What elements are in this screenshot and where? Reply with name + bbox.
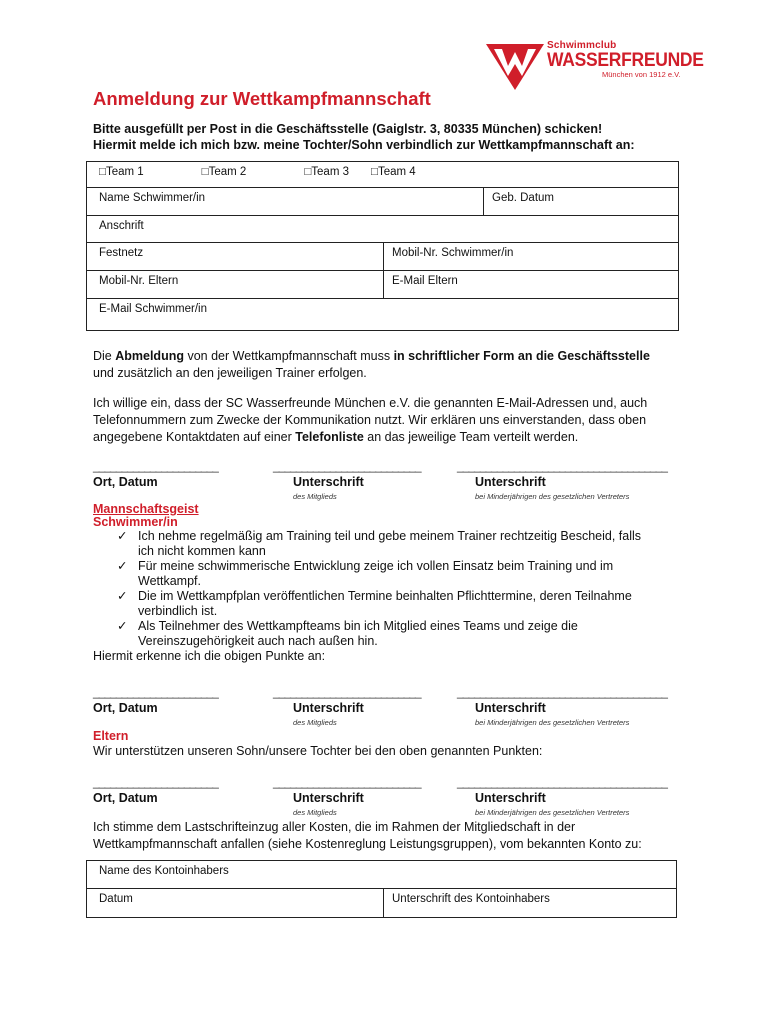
bank-account-form — [86, 860, 677, 918]
sig-label-guardian: Unterschrift — [475, 701, 546, 715]
holder-signature-label: Unterschrift des Kontoinhabers — [392, 893, 550, 905]
consent-line-1: Ich willige ein, dass der SC Wasserfreunde München e.V. die genannten E-Mail-Adressen und, auch — [93, 396, 648, 410]
acknowledge-text: Hiermit erkenne ich die obigen Punkte an: — [93, 649, 326, 663]
sig-label-member: Unterschrift — [293, 475, 364, 489]
cancellation-notice — [93, 348, 683, 382]
cancellation-text-2: von der Wettkampfmannschaft muss — [183, 349, 394, 363]
consent-line-3a: angegebene Kontaktdaten auf einer — [93, 430, 296, 444]
item-2-line-1: Für meine schwimmerische Entwicklung zeige ich vollen Einsatz beim Training und im — [138, 559, 614, 573]
email-parents-label: E-Mail Eltern — [392, 275, 458, 287]
email-swimmer-label: E-Mail Schwimmer/in — [99, 303, 207, 315]
sig-line-guardian: _____________________________________ — [457, 685, 667, 699]
account-holder-field[interactable] — [87, 861, 676, 888]
logo-city: München von 1912 e.V. — [602, 70, 681, 79]
address-row — [87, 216, 678, 243]
sig-sub-member: des Mitglieds — [293, 492, 337, 501]
sig-sub-member: des Mitglieds — [293, 808, 337, 817]
consent-line-3c: an das jeweilige Team verteilt werden. — [363, 430, 579, 444]
sig-line-member: __________________________ — [273, 685, 421, 699]
consent-paragraph — [93, 395, 683, 446]
checkmark-icon: ✓ — [117, 619, 128, 633]
sig-label-member: Unterschrift — [293, 701, 364, 715]
cancellation-bold-2: in schriftlicher Form an die Geschäftsstelle — [393, 349, 650, 363]
email-swimmer-row — [87, 299, 678, 330]
item-1-line-1: Ich nehme regelmäßig am Training teil und gebe meinem Trainer rechtzeitig Bescheid, falls — [138, 529, 642, 543]
team-3-checkbox[interactable]: □Team 3 — [304, 166, 350, 178]
landline-field[interactable] — [87, 243, 383, 270]
intro-text — [93, 121, 635, 153]
holder-signature-field[interactable] — [383, 889, 676, 917]
sig-label-place-date: Ort, Datum — [93, 701, 158, 715]
cancellation-text-1: Die — [93, 349, 116, 363]
mobile-parents-label: Mobil-Nr. Eltern — [99, 275, 179, 287]
parents-heading: Eltern — [93, 729, 129, 743]
team-spirit-list — [93, 529, 683, 649]
item-4-line-2: Vereinszugehörigkeit auch nach außen hin. — [138, 634, 378, 648]
sig-line-place-date: ______________________ — [93, 775, 218, 789]
sig-sub-guardian: bei Minderjährigen des gesetzlichen Vertreters — [475, 808, 630, 817]
sig-sub-guardian: bei Minderjährigen des gesetzlichen Vertreters — [475, 718, 630, 727]
debit-line-2: Wettkampfmannschaft anfallen (siehe Kostenreglung Leistungsgruppen), vom bekannten Konto zu: — [93, 837, 642, 851]
address-field[interactable] — [87, 216, 678, 242]
list-item — [93, 589, 683, 619]
dob-label: Geb. Datum — [492, 192, 554, 204]
account-holder-row — [87, 861, 676, 889]
consent-phonelist-bold: Telefonliste — [295, 430, 364, 444]
intro-line-2: Hiermit melde ich mich bzw. meine Tochter/Sohn verbindlich zur Wettkampfmannschaft an: — [93, 138, 635, 152]
item-3-line-1: Die im Wettkampfplan veröffentlichen Termine beinhalten Pflichttermine, deren Teilnahme — [138, 589, 632, 603]
sig-sub-member: des Mitglieds — [293, 718, 337, 727]
mobile-parents-field[interactable] — [87, 271, 383, 298]
checkmark-icon: ✓ — [117, 529, 128, 543]
logo-w-mark-icon — [486, 40, 544, 90]
club-logo — [486, 40, 704, 90]
item-1-line-2: ich nicht kommen kann — [138, 544, 266, 558]
page-title: Anmeldung zur Wettkampfmannschaft — [93, 88, 431, 109]
cancellation-text-3: und zusätzlich an den jeweiligen Trainer erfolgen. — [93, 366, 367, 380]
parents-section — [93, 729, 683, 759]
debit-date-row — [87, 889, 676, 917]
checkmark-icon: ✓ — [117, 589, 128, 603]
debit-date-label: Datum — [99, 893, 133, 905]
sig-line-guardian: _____________________________________ — [457, 459, 667, 473]
swimmer-name-label: Name Schwimmer/in — [99, 192, 206, 204]
parents-contact-row — [87, 271, 678, 299]
sig-line-member: __________________________ — [273, 775, 421, 789]
mobile-swimmer-field[interactable] — [383, 243, 678, 270]
name-row — [87, 188, 678, 216]
team-spirit-section — [93, 502, 683, 664]
team-4-checkbox[interactable]: □Team 4 — [371, 166, 416, 178]
item-4-line-1: Als Teilnehmer des Wettkampfteams bin ich Mitglied eines Teams und zeige die — [138, 619, 578, 633]
sig-sub-guardian: bei Minderjährigen des gesetzlichen Vertreters — [475, 492, 630, 501]
team-1-checkbox[interactable]: □Team 1 — [99, 166, 144, 178]
sig-label-place-date: Ort, Datum — [93, 475, 158, 489]
sig-label-member: Unterschrift — [293, 791, 364, 805]
sig-label-guardian: Unterschrift — [475, 791, 546, 805]
item-2-line-2: Wettkampf. — [138, 574, 201, 588]
debit-date-field[interactable] — [87, 889, 383, 917]
sig-line-place-date: ______________________ — [93, 459, 218, 473]
landline-label: Festnetz — [99, 247, 144, 259]
account-holder-label: Name des Kontoinhabers — [99, 865, 229, 877]
logo-club-label: Schwimmclub — [547, 40, 617, 51]
list-item — [93, 619, 683, 649]
intro-line-1: Bitte ausgefüllt per Post in die Geschäftsstelle (Gaiglstr. 3, 80335 München) schicken! — [93, 122, 603, 136]
consent-line-2: Telefonnummern zum Zwecke der Kommunikation nutzt. Wir erklären uns einverstanden, dass oben — [93, 413, 647, 427]
sig-label-guardian: Unterschrift — [475, 475, 546, 489]
swimmer-name-field[interactable] — [87, 188, 483, 215]
parents-text: Wir unterstützen unseren Sohn/unsere Tochter bei den oben genannten Punkten: — [93, 744, 543, 758]
team-2-checkbox[interactable]: □Team 2 — [201, 166, 247, 178]
sig-label-place-date: Ort, Datum — [93, 791, 158, 805]
item-3-line-2: verbindlich ist. — [138, 604, 218, 618]
email-swimmer-field[interactable] — [87, 299, 678, 330]
email-parents-field[interactable] — [383, 271, 678, 298]
logo-name: WASSERFREUNDE — [547, 50, 704, 71]
phone-row — [87, 243, 678, 271]
list-item — [93, 559, 683, 589]
mobile-swimmer-label: Mobil-Nr. Schwimmer/in — [392, 247, 514, 259]
address-label: Anschrift — [99, 220, 144, 232]
registration-form — [86, 161, 679, 331]
checkmark-icon: ✓ — [117, 559, 128, 573]
dob-field[interactable] — [483, 188, 678, 215]
direct-debit-text — [93, 819, 683, 853]
sig-line-place-date: ______________________ — [93, 685, 218, 699]
cancellation-bold-1: Abmeldung — [115, 349, 184, 363]
team-spirit-heading: Mannschaftsgeist — [93, 502, 199, 516]
team-selection-row — [87, 162, 678, 188]
debit-line-1: Ich stimme dem Lastschrifteinzug aller Kosten, die im Rahmen der Mitgliedschaft in der — [93, 820, 576, 834]
sig-line-guardian: _____________________________________ — [457, 775, 667, 789]
sig-line-member: __________________________ — [273, 459, 421, 473]
swimmer-subheading: Schwimmer/in — [93, 515, 178, 529]
list-item — [93, 529, 683, 559]
